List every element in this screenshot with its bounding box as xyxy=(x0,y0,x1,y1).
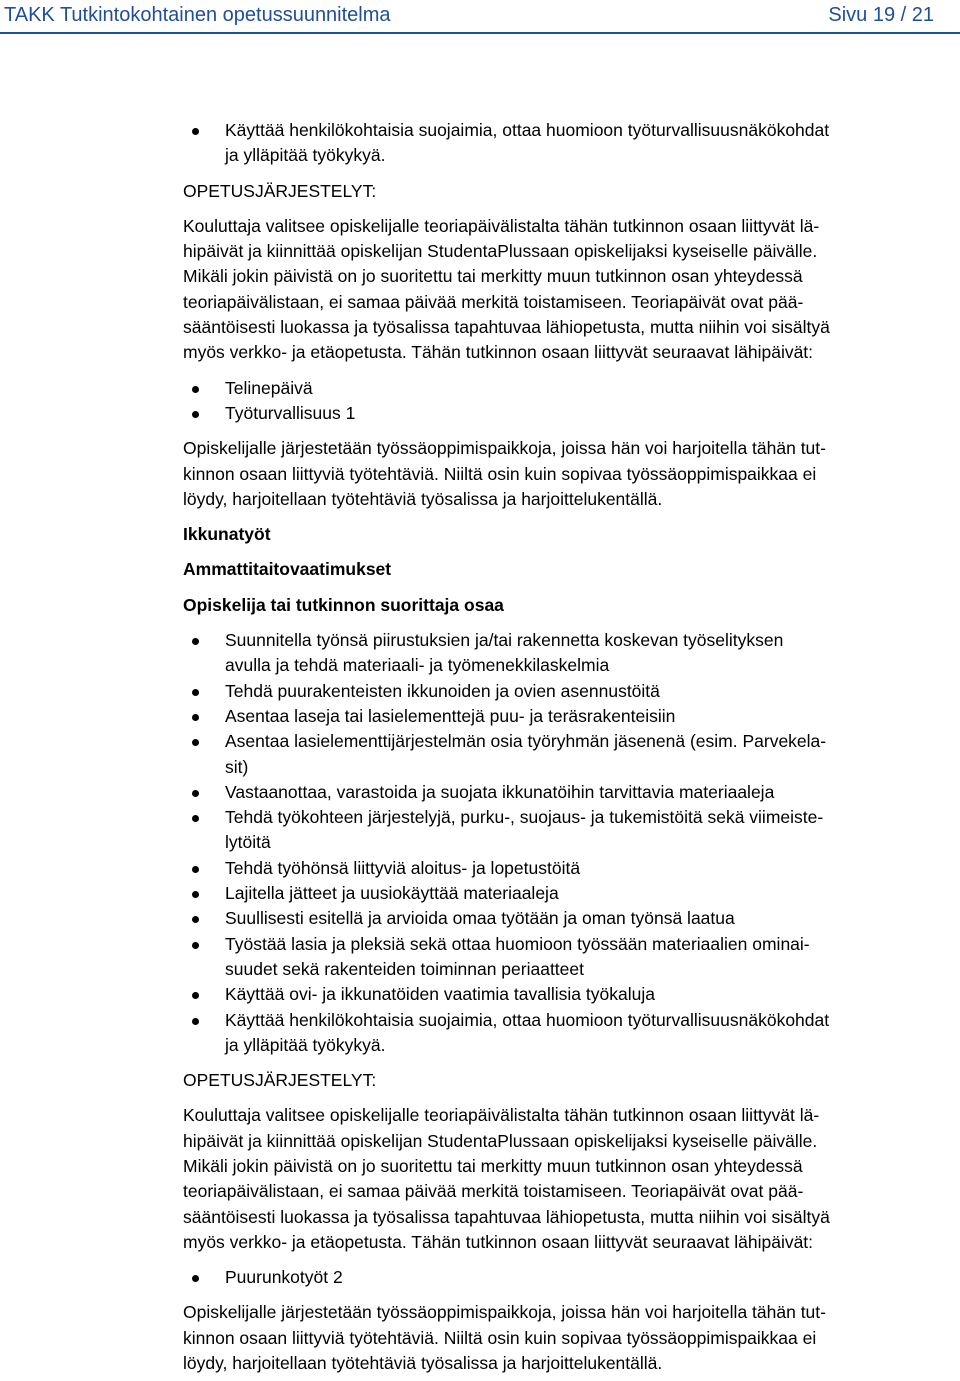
list-item: Lajitella jätteet ja uusiokäyttää materiaaleja xyxy=(183,881,960,906)
lahipaivat-list xyxy=(183,1265,960,1290)
bullet-icon xyxy=(192,714,199,721)
list-item: Käyttää henkilökohtaisia suojaimia, ottaa huomioon työturvallisuusnäkökohdat ja ylläpitää työkykyä. xyxy=(183,1008,960,1059)
list-item: Käyttää ovi- ja ikkunatöiden vaatimia tavallisia työkaluja xyxy=(183,982,960,1007)
bullet-icon xyxy=(192,638,199,645)
list-item: Suunnitella työnsä piirustuksien ja/tai rakennetta koskevan työselityksen avulla ja tehdä materiaali- ja työmenekkilaskelmia xyxy=(183,628,960,679)
module-lead: Opiskelija tai tutkinnon suorittaja osaa xyxy=(183,594,504,615)
paragraph: Kouluttaja valitsee opiskelijalle teoriapäivälistalta tähän tutkinnon osaan liittyvät lä- hipäivät ja kiinnittää opiskelijan StudentaPlussaan opiskelijaksi kyseiselle päivälle. Mikäli jokin päivistä on jo suoritettu tai merkitty muun tutkinnon osan yhteydessä teoriapäivälistaan, ei samaa päivää merkitä toistamiseen. Teoriapäivät ovat pää- sääntöisesti luokassa ja työsalissa tapahtuvaa lähiopetusta, mutta niihin voi sisältyä myös verkko- ja etäopetusta. Tähän tutkinnon osaan liittyvät seuraavat lähipäivät: xyxy=(183,215,830,363)
paragraph: Opiskelijalle järjestetään työssäoppimispaikkoja, joissa hän voi harjoitella tähän tut- kinnon osaan liittyviä työtehtäviä. Niiltä osin kuin sopivaa työssäoppimispaikkaa ei löydy, harjoitellaan työtehtäviä työsalissa ja harjoittelukentällä. xyxy=(183,1302,826,1374)
bullet-icon xyxy=(192,916,199,923)
bullet-icon xyxy=(192,942,199,949)
page-header xyxy=(0,0,960,34)
paragraph: Opiskelijalle järjestetään työssäoppimispaikkoja, joissa hän voi harjoitella tähän tut- kinnon osaan liittyviä työtehtäviä. Niiltä osin kuin sopivaa työssäoppimispaikkaa ei löydy, harjoitellaan työtehtäviä työsalissa ja harjoittelukentällä. xyxy=(183,438,826,509)
list-item: Työturvallisuus 1 xyxy=(183,401,960,426)
module-subtitle: Ammattitaitovaatimukset xyxy=(183,559,392,580)
paragraph: Kouluttaja valitsee opiskelijalle teoriapäivälistalta tähän tutkinnon osaan liittyvät lä- hipäivät ja kiinnittää opiskelijan StudentaPlussaan opiskelijaksi kyseiselle päivälle. Mikäli jokin päivistä on jo suoritettu tai merkitty muun tutkinnon osan yhteydessä teoriapäivälistaan, ei samaa päivää merkitä toistamiseen. Teoriapäivät ovat pää- sääntöisesti luokassa ja työsalissa tapahtuvaa lähiopetusta, mutta niihin voi sisältyä myös verkko- ja etäopetusta. Tähän tutkinnon osaan liittyvät seuraavat lähipäivät: xyxy=(183,1105,830,1252)
list-item: Asentaa lasielementtijärjestelmän osia työryhmän jäsenenä (esim. Parvekela- sit) xyxy=(183,729,960,780)
section-heading: OPETUSJÄRJESTELYT: xyxy=(183,180,377,201)
bullet-icon xyxy=(192,815,199,822)
bullet-icon xyxy=(192,739,199,746)
section-heading: OPETUSJÄRJESTELYT: xyxy=(183,1070,377,1091)
bullet-icon xyxy=(192,689,199,696)
list-item: Telinepäivä xyxy=(183,376,960,401)
bullet-icon xyxy=(192,992,199,999)
list-item: Vastaanottaa, varastoida ja suojata ikkunatöihin tarvittavia materiaaleja xyxy=(183,780,960,805)
bullet-icon xyxy=(192,1275,199,1282)
bullet-icon xyxy=(192,1018,199,1025)
list-item: Tehdä työhönsä liittyviä aloitus- ja lopetustöitä xyxy=(183,856,960,881)
document-title: TAKK Tutkintokohtainen opetussuunnitelma xyxy=(4,4,391,26)
lahipaivat-list xyxy=(183,376,960,427)
list-item: Asentaa laseja tai lasielementtejä puu- ja teräsrakenteisiin xyxy=(183,704,960,729)
list-item: Käyttää henkilökohtaisia suojaimia, ottaa huomioon työturvallisuusnäkökohdat ja ylläpitää työkykyä. xyxy=(183,118,960,169)
document-body xyxy=(183,118,960,1381)
list-item: Suullisesti esitellä ja arvioida omaa työtään ja oman työnsä laatua xyxy=(183,906,960,931)
bullet-icon xyxy=(192,411,199,418)
list-item: Tehdä työkohteen järjestelyjä, purku-, suojaus- ja tukemistöitä sekä viimeiste- lytöitä xyxy=(183,805,960,856)
skills-list xyxy=(183,628,960,1058)
bullet-icon xyxy=(192,891,199,898)
list-item: Työstää lasia ja pleksiä sekä ottaa huomioon työssään materiaalien ominai- suudet sekä rakenteiden toiminnan periaatteet xyxy=(183,932,960,983)
page-number: Sivu 19 / 21 xyxy=(828,4,934,26)
module-title: Ikkunatyöt xyxy=(183,524,271,545)
bullet-icon xyxy=(192,866,199,873)
list-item: Puurunkotyöt 2 xyxy=(183,1265,960,1290)
bullet-icon xyxy=(192,386,199,393)
bullet-icon xyxy=(192,790,199,797)
intro-bullet-list xyxy=(183,118,960,169)
list-item: Tehdä puurakenteisten ikkunoiden ja ovien asennustöitä xyxy=(183,679,960,704)
bullet-icon xyxy=(192,128,199,135)
